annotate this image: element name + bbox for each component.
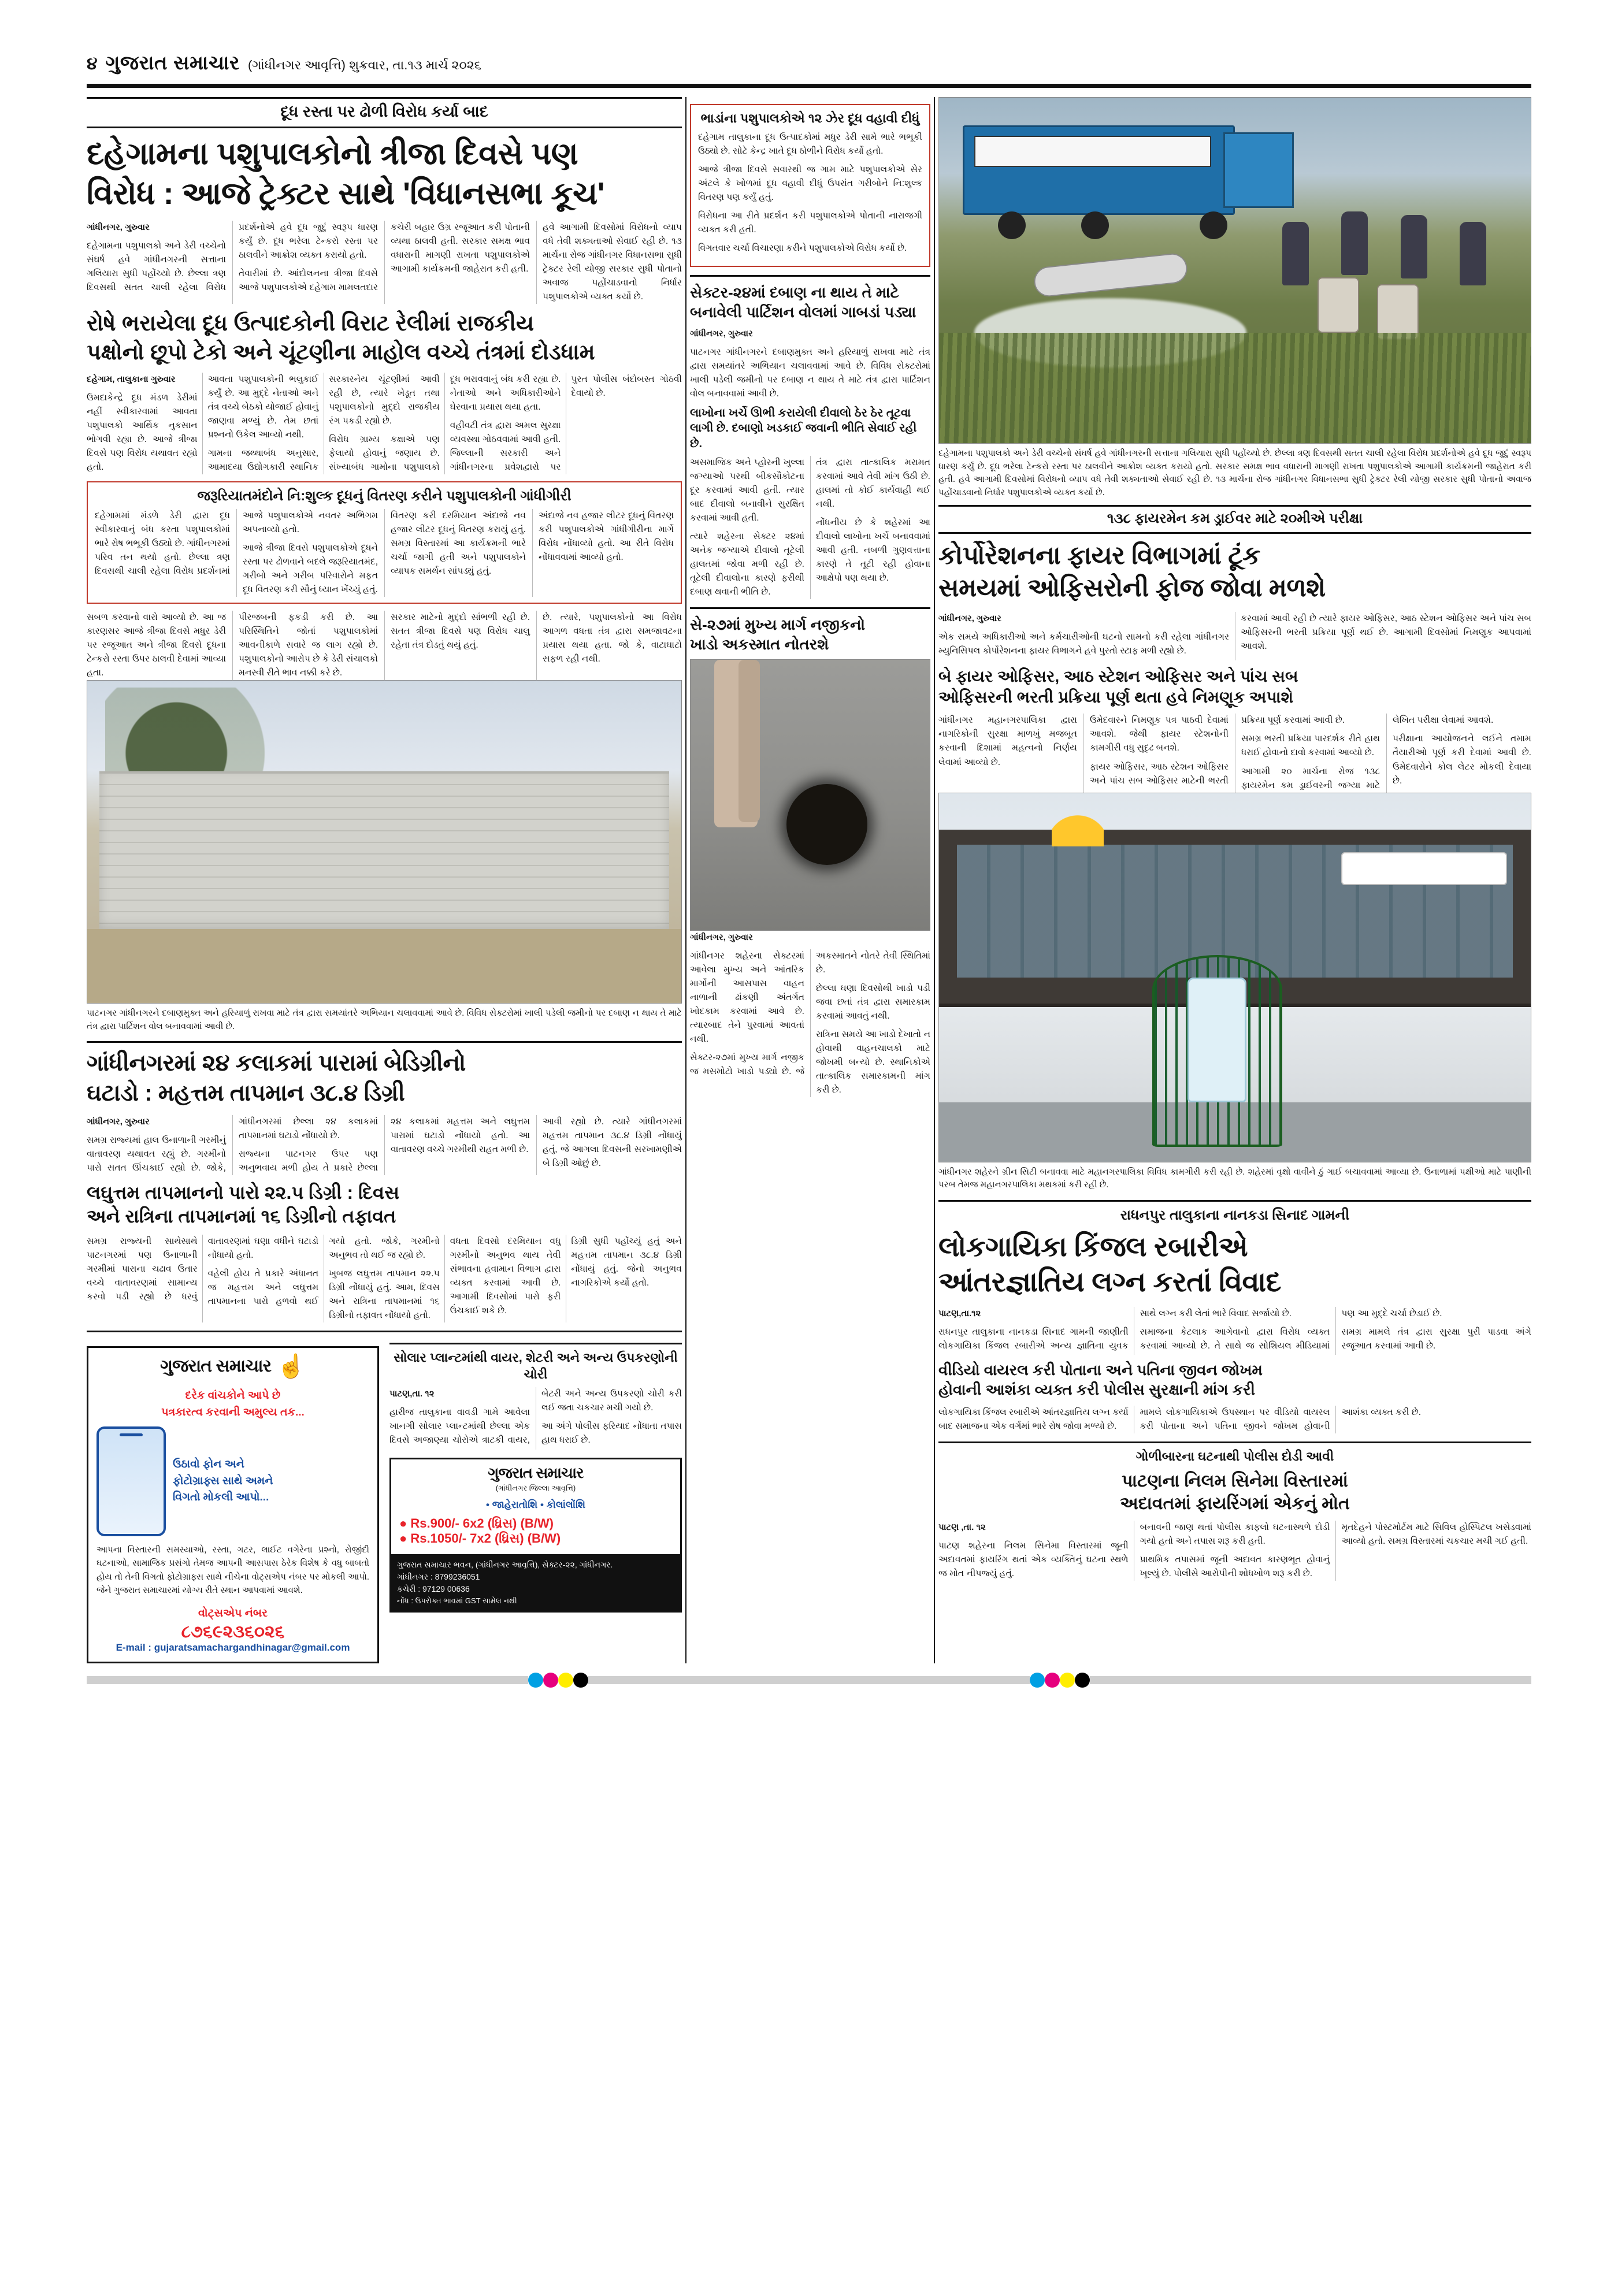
firing-body xyxy=(938,1521,1531,1581)
strip-bar-right xyxy=(1090,1676,1531,1684)
wall-panels xyxy=(99,771,670,932)
smartphone-icon xyxy=(97,1426,166,1536)
ad-blue-line-1: ઉઠાવો ફોન અને xyxy=(173,1458,244,1471)
pothole-headline-line2: ખાડો અકસ્માત નોતરશે xyxy=(690,636,829,653)
lead-sub-body xyxy=(87,373,682,474)
classified-ad-edition: (ગાંધીનગર જિલ્લા આવૃત્તિ) xyxy=(495,1484,576,1493)
solar-dateline: પાટણ,તા. ૧૨ xyxy=(389,1389,435,1399)
radhanpur-sub-para-0: લોકગાયિકા કિંજલ રબારીએ આંતરજ્ઞાતિય લગ્ન કર્યા બાદ સમાજના એક વર્ગમાં ભારે રોષ જોવા મળ્યો છે. xyxy=(938,1407,1129,1431)
store-sign-shape xyxy=(1341,852,1507,885)
radhanpur-kicker: રાધનપુર તાલુકાના નાનકડા સિનાદ ગામની xyxy=(1120,1207,1350,1223)
free-milk-para-3: અંદાજે નવ હજાર લીટર દૂધનું વિતરણ કરી પશુપાલકોએ ગાંધીગીરીના માર્ગે વિરોધ નોંધાવ્યો હતો. આ રીતે વિરોધ નોંધાવવામાં આવ્યો હતો. xyxy=(539,511,674,563)
article-milk-poured xyxy=(690,104,930,267)
divider xyxy=(938,1441,1531,1443)
photo-milk-tanker-protest xyxy=(938,97,1531,444)
fire-subheadline-line1: બે ફાયર ઓફિસર, આઠ સ્ટેશન ઓફિસર અને પાંચ સબ xyxy=(938,667,1298,685)
photo-partition-wall xyxy=(87,680,682,1004)
lead-para-0: દહેગામના પશુપાલકો અને ડેરી વચ્ચેનો સંઘર્ષ હવે ગાંધીનગરની સત્તાના ગલિયારા સુધી પહોંચ્યો છે. છેલ્લા ત્રણ દિવસથી સતત ચાલી રહેલા વિરોધ પ્રદર્શનોએ હવે દૂધ જુદું સ્વરૂપ ધારણ કર્યું છે. દૂધ ભરેલા ટેન્કરો રસ્તા પર ઠાલવીને આક્રોશ વ્યક્ત કરાયો હતો. xyxy=(87,222,378,293)
solar-headline: સોલાર પ્લાન્ટમાંથી વાયર, શેટરી અને અન્ય ઉપકરણોની ચોરી xyxy=(389,1343,682,1383)
sector24-para-4: તંત્ર દ્વારા તાત્કાલિક મરામત કરવામાં આવે તેવી માંગ ઉઠી છે. હાલમાં તો કોઈ કાર્યવાહી થઈ નથી. xyxy=(816,458,930,510)
truck-cab-shape xyxy=(1223,132,1294,209)
free-milk-para-2: વિતરણ કરી દરમિયાન અંદાજે નવ હજાર લીટર દૂધનું વિતરણ કરાયું હતું. સમગ્ર વિસ્તારમાં આ કાર્યક્રમની ભારે ચર્ચા જાગી હતી અને પશુપાલકોને વ્યાપક સમર્થન સાંપડ્યું હતું. xyxy=(391,511,526,577)
firing-headline xyxy=(938,1470,1531,1515)
ad-line-1: દરેક વાંચકોને આપે છે xyxy=(185,1390,281,1402)
firing-para-1: બનાવની જાણ થતાં પોલીસ કાફલો ઘટનાસ્થળે દોડી ગયો હતો અને તપાસ શરૂ કરી હતી. xyxy=(1140,1522,1330,1546)
temp-dateline: ગાંધીનગર, ગુરુવાર xyxy=(87,1116,150,1127)
sector24-para-5: નોંધનીય છે કે શહેરમાં આ દીવાલો લાખોના ખર્ચે બનાવવામાં આવી હતી. નબળી ગુણવત્તાના કારણે તે તૂટી રહી હોવાના આક્ષેપો પણ થયા છે. xyxy=(816,518,930,584)
ad-email-label: E-mail : xyxy=(116,1641,151,1653)
left-bottom-stack xyxy=(389,1338,682,1663)
divider xyxy=(87,1331,682,1332)
lead-sub-para-3: વિરોધ ગ્રામ્ય કક્ષાએ પણ ફેલાયો હોવાનું જણાય છે. સંખ્યાબંધ ગામોના પશુપાલકો દૂધ ભરાવવાનું બંધ કરી રહ્યા છે. નેતાઓ અને અધિકારીઓને ઘેરવાના પ્રયાસ થયા હતા. xyxy=(329,374,561,473)
lead-cont-para-3: છે. ત્યારે, પશુપાલકોનો આ વિરોધ આગળ વધતા તંત્ર દ્વારા સમજાવટના પ્રયાસ થયા હતા. જો કે, વાટાઘાટો સફળ રહી નથી. xyxy=(543,612,682,664)
pothole-headline xyxy=(690,615,930,655)
radhanpur-sub-body xyxy=(938,1406,1531,1433)
temp-body xyxy=(87,1115,682,1175)
lead-cont-para-2: સરકાર માટેનો મુદ્દો સાંભળી રહી છે. સતત ત્રીજા દિવસે પણ વિરોધ ચાલુ રહેતા તંત્ર દોડતું થયું હતું. xyxy=(391,612,530,651)
classified-address-line-2[interactable]: ગાંધીનગર : 8799236051 xyxy=(397,1571,480,1581)
fire-sub-para-1: ઉમેદવારને નિમણૂક પત્ર પાઠવી દેવામાં આવશે. જેથી ફાયર સ્ટેશનોની કામગીરી વધુ સુદૃઢ બનશે. xyxy=(1090,715,1229,753)
milk-poured-para-3: વિગતવાર ચર્ચા વિચારણા કરીને પશુપાલકોએ વિરોધ કર્યો છે. xyxy=(698,243,907,254)
ad-blue-line-3: વિગતો મોકલી આપો... xyxy=(173,1491,269,1504)
ad-email[interactable] xyxy=(97,1642,369,1654)
lead-subheadline xyxy=(87,310,682,367)
free-milk-title: જરૂરિયાતમંદોને નિ:શુલ્ક દૂધનું વિતરણ કરીને પશુપાલકોની ગાંધીગીરી xyxy=(197,488,572,504)
sector24-para-0: પાટનગર ગાંધીનગરને દબાણમુક્ત અને હરિયાળું રાખવા માટે તંત્ર દ્વારા સમયાંતરે અભિયાન ચલાવવામાં આવે છે. વિવિધ સેક્ટરોમાં ખાલી પડેલી જમીનો પર દબાણ ન થાય તે માટે તંત્ર દ્વારા પાર્ટિશન વોલ બનાવવામાં આવી છે. xyxy=(690,347,930,399)
classified-address-block xyxy=(391,1554,680,1611)
strip-bar-mid xyxy=(588,1676,1030,1684)
firing-para-0: પાટણ શહેરના નિલમ સિનેમા વિસ્તારમાં જૂની અદાવતમાં ફાયરિંગ થતાં એક વ્યક્તિનું ઘટના સ્થળે જ મોત નીપજ્યું હતું. xyxy=(938,1540,1129,1578)
ad-description: આપના વિસ્તારની સમસ્યાઓ, રસ્તા, ગટર, લાઈટ વગેરેના પ્રશ્નો, રોજીંદી ઘટનાઓ, સામાજિક પ્રસંગો તેમજ આપની આસપાસ ઠેરેક વિશેષ કે વધુ બાબતો હોય તો તેની વિગતો ફોટોગ્રાફ્સ સાથે નીચેના વોટ્સએપ નંબર પર મોકલી આપો. જેને ગુજરાત સમાચારમાં યોગ્ય રીતે સ્થાન આપવામાં આવશે. xyxy=(97,1545,369,1595)
classified-price-2: ● Rs.1050/- 7x2 (ધ્રિસ) (B/W) xyxy=(399,1530,561,1545)
column-left xyxy=(87,97,682,1663)
lead-para-1: તેવારીમાં છે. આંદોલનના ત્રીજા દિવસે આજે પશુપાલકોએ દહેગામ મામલતદાર કચેરી બહાર ઉગ્ર રજૂઆત કરી પોતાની વ્યથા ઠાલવી હતી. સરકાર સમક્ષ ભાવ વધારાની માગણી રાખતા પશુપાલકોએ આગામી કાર્યક્રમની જાહેરાત કરી હતી. xyxy=(239,222,530,293)
divider xyxy=(690,607,930,609)
firing-kicker: ગોળીબારના ઘટનાથી પોલીસ દોડી આવી xyxy=(1135,1448,1334,1463)
ad-phone-block xyxy=(97,1426,369,1536)
fire-headline xyxy=(938,540,1531,605)
truck-wheel-1 xyxy=(998,211,1026,239)
ad-whatsapp-number[interactable]: ૮૭૬૯૨૩૬૦૨૬ xyxy=(181,1622,285,1641)
lead-dateline: ગાંધીનગર, ગુરુવાર xyxy=(87,222,150,233)
lead-headline xyxy=(87,134,682,214)
swatch-cyan-2 xyxy=(1030,1673,1045,1688)
temp-headline xyxy=(87,1049,682,1108)
swatch-magenta-2 xyxy=(1045,1673,1060,1688)
pothole-dateline: ગાંધીનગર, ગુરુવાર xyxy=(690,932,753,942)
radhanpur-headline-line1: લોકગાયિકા કિંજલ રબારીએ xyxy=(938,1231,1248,1262)
radhanpur-para-2: સમગ્ર મામલે તંત્ર દ્વારા સુરક્ષા પુરી પાડવા અંગે રજૂઆત કરવામાં આવી છે. xyxy=(1341,1327,1531,1351)
lead-sub-para-4: વહીવટી તંત્ર દ્વારા અમલ સુરક્ષા વ્યવસ્થા ગોઠવવામાં આવી હતી. જિલ્લાની સરકારી અને ગાંધીનગરના પ્રવેશદ્વારો પર પુરત પોલીસ બંદોબસ્ત ગોઠવી દેવાયો છે. xyxy=(450,374,682,473)
divider xyxy=(690,275,930,277)
column-separator-right xyxy=(934,97,935,1663)
page-number: ૪ xyxy=(87,54,98,73)
article-pothole xyxy=(690,615,930,1097)
column-right xyxy=(938,97,1531,1663)
ground-shape xyxy=(87,929,681,1003)
ad-classified-rates xyxy=(389,1458,682,1613)
pothole-shape xyxy=(786,784,868,865)
lead-subheadline-line1: રોષે ભરાયેલા દૂધ ઉત્પાદકોની વિરાટ રેલીમાં રાજકીય xyxy=(87,311,535,336)
pothole-para-2: છેલ્લા ઘણા દિવસોથી ખાડો પડી જવા છતાં તંત્ર દ્વારા સમારકામ કરવામાં આવતું નથી. xyxy=(816,983,930,1021)
color-registration-strip xyxy=(87,1673,1531,1688)
firing-headline-line2: અદાવતમાં ફાયરિંગમાં એકનું મોત xyxy=(1120,1493,1350,1513)
radhanpur-headline-line2: આંતરજ્ઞાતિય લગ્ન કરતાં વિવાદ xyxy=(938,1266,1281,1298)
firing-dateline: પાટણ ,તા. ૧૨ xyxy=(938,1522,986,1532)
swatch-yellow-2 xyxy=(1060,1673,1075,1688)
edition-date: (ગાંધીનગર આવૃત્તિ) શુક્રવાર, તા.૧૩ માર્ચ ૨૦૨૬ xyxy=(247,58,481,72)
ad-whatsapp-label: વોટ્સએપ નંબર xyxy=(198,1607,268,1620)
milk-poured-para-1: આજે ત્રીજા દિવસે સવારથી જ ગામ માટે પશુપાલકોએ સેર અંટલે કે ખોળમાં દૂધ વહાવી દીધું ઉપરાંત ગરીબોને નિ:શુલ્ક વિતરણ પણ કર્યું હતું. xyxy=(698,165,922,203)
fire-sub-para-2: ફાયર ઓફિસર, આઠ સ્ટેશન ઓફિસર અને પાંચ સબ ઓફિસર માટેની ભરતી પ્રક્રિયા પૂર્ણ કરવામાં આવી છે. xyxy=(1090,715,1345,786)
fire-sub-body xyxy=(938,714,1531,792)
sector24-headline-line1: સેક્ટર-૨૪માં દબાણ ના થાય તે માટે xyxy=(690,284,899,302)
person-shape-1 xyxy=(1282,222,1309,285)
ad-line-2: પત્રકારત્વ કરવાની અમુલ્ય તક... xyxy=(161,1406,305,1418)
radhanpur-para-1: સમાજના કેટલાક આગેવાનો દ્વારા વિરોધ વ્યક્ત કરવામાં આવ્યો છે. તે સાથે જ સોશિયલ મીડિયામાં પણ આ મુદ્દે ચર્ચા છેડાઈ છે. xyxy=(1140,1309,1442,1351)
photo-bird-water-caption: ગાંધીનગર શહેરને ગ્રીન સિટી બનાવવા માટે મહાનગરપાલિકા વિવિધ કામગીરી કરી રહી છે. શહેરમાં વૃક્ષો વાવીને ઠું ગાઈ બચાવવામાં આવ્યા છે. ઉનાળામાં પક્ષીઓ માટે પાણીની પરબ તેમજ મહાનગરપાલિકા મથકમાં કરી રહી છે. xyxy=(938,1166,1531,1190)
milk-pipe-shape xyxy=(1033,252,1189,298)
temp-headline-line2: ઘટાડો : મહત્તમ તાપમાન ૩૮.૪ ડિગ્રી xyxy=(87,1080,405,1106)
classified-ad-logo xyxy=(391,1459,680,1495)
classified-address-line-3[interactable]: કચેરી : 97129 00636 xyxy=(397,1584,470,1593)
ad-blue-line-2: ફોટોગ્રાફ્સ સાથે અમને xyxy=(173,1474,273,1487)
free-milk-para-1: આજે ત્રીજા દિવસે પશુપાલકોએ દૂધને રસ્તા પર ઢોળવાને બદલે જરૂરિયાતમંદ, ગરીબો અને ગરીબ પરિવારોને મફત દૂધ વિતરણ કરી સૌનું ધ્યાન ખેંચ્યું હતું. xyxy=(243,543,378,595)
radhanpur-sub-para-1: મામલે લોકગાયિકાએ ઉપસ્થાન પર વીડિયો વાયરલ કરી પોતાના અને પતિના જીવને જોખમ હોવાની આશંકા વ્યક્ત કરી છે. xyxy=(1140,1407,1422,1431)
masthead xyxy=(87,52,1531,80)
fire-sub-para-4: આગામી ૨૦ માર્ચના રોજ ૧૩૮ ફાયરમેન કમ ડ્રાઈવરની જગ્યા માટે લેખિત પરીક્ષા લેવામાં આવશે. xyxy=(1241,715,1494,790)
pothole-para-3: રાત્રિના સમયે આ ખાડો દેખાતો ન હોવાથી વાહનચાલકો માટે જોખમી બન્યો છે. સ્થાનિકોએ તાત્કાલિક સમારકામની માંગ કરી છે. xyxy=(816,1029,930,1095)
divider xyxy=(87,1041,682,1043)
radhanpur-subheadline-line1: વીડિયો વાયરલ કરી પોતાના અને પતિના જીવન જોખમ xyxy=(938,1361,1263,1379)
photo-milk-tanker-caption: દહેગામના પશુપાલકો અને ડેરી વચ્ચેનો સંઘર્ષ હવે ગાંધીનગરની સત્તાના ગલિયારા સુધી પહોંચ્યો છે. છેલ્લા ત્રણ દિવસથી સતત ચાલી રહેલા વિરોધ પ્રદર્શનોએ હવે દૂધ જુદું સ્વરૂપ ધારણ કર્યું છે. દૂધ ભરેલા ટેન્કરો રસ્તા પર ઠાલવીને આક્રોશ વ્યક્ત કરાયો હતો. સરકાર સમક્ષ ભાવ વધારાની માગણી રાખતા પશુપાલકોએ આગામી કાર્યક્રમની જાહેરાત કરી હતી. હવે આગામી દિવસોમાં વિરોધનો વ્યાપ વધે તેવી શક્યતાઓ સેવાઈ રહી છે. ૧૩ માર્ચના રોજ ગાંધીનગર વિધાનસભા સુધી ટ્રેક્ટર રેલી યોજી સરકાર સુધી પોતાનો અવાજ પહોંચાડવાનો નિર્ધાર પશુપાલકોએ વ્યક્ત કર્યો છે. xyxy=(938,448,1531,497)
fire-para-1: કરવામાં આવી રહી છે ત્યારે ફાયર ઓફિસર, આઠ સ્ટેશન ઓફિસર અને પાંચ સબ ઓફિસરની ભરતી પ્રક્રિયા પૂર્ણ થઈ છે. આગામી દિવસોમાં નિમણૂક આપવામાં આવશે. xyxy=(1241,613,1531,651)
temp-sub-para-0: સમગ્ર રાજ્યની સાથેસાથે પાટનગરમાં પણ ઉનાળાની ગરમીમાં પારાના ચઢાવ ઉતાર વચ્ચે વાતાવરણમાં સામાન્ય કરવો પડી રહ્યો છે ધરવું વાતાવરણમાં ઘણા વધીને ઘટાડો નોંધાયો હતો. xyxy=(87,1236,319,1302)
sector24-headline-line2: બનાવેલી પાર્ટિશન વોલમાં ગાબડાં પડ્યા xyxy=(690,303,916,321)
temp-headline-line1: ગાંધીનગરમાં ૨૪ કલાકમાં પારામાં બેડિગ્રીનો xyxy=(87,1050,466,1076)
pothole-para-1: સેક્ટર-૨૭માં મુખ્ય માર્ગ નજીક જ મસમોટો ખાડો પડ્યો છે. જે અકસ્માતને નોતરે તેવી સ્થિતિમાં છે. xyxy=(690,950,930,1076)
column-middle xyxy=(690,97,930,1663)
milk-drum-shape-2 xyxy=(1377,284,1419,340)
lead-sub-para-1: આવતા પશુપાલકોની ભલુકાઈ કર્યું છે. આ મુદ્દે નેતાઓ અને તંત્ર વચ્ચે બેઠકો યોજાઈ હોવાનું જાણવા મળ્યું છે. તેમ છતાં પ્રશ્નનો ઉકેલ આવ્યો નથી. xyxy=(207,374,319,440)
lead-sub-dateline: દહેગામ, તાલુકાના ગુરુવાર xyxy=(87,374,176,385)
ad-brand: ગુજરાત સમાચાર xyxy=(160,1356,272,1376)
strip-bar-left xyxy=(87,1676,528,1684)
grass-shape xyxy=(939,333,1531,443)
lead-cont-para-0: સબળ કરવાનો વારો આવ્યો છે. આ જ કારણસર આજે ત્રીજા દિવસે મધુર ડેરી પર રજૂઆત અને ત્રીજા દિવસે દૂધના ટેન્કરો રસ્તા ઉપર ઠાલવી દેવામાં આવ્યા હતા. xyxy=(87,612,226,678)
radhanpur-dateline: પાટણ,તા.૧૨ xyxy=(938,1309,981,1319)
photo-pothole xyxy=(690,659,930,931)
fire-dateline: ગાંધીનગર, ગુરુવાર xyxy=(938,613,1001,623)
temp-para-1: રાજ્યના પાટનગર ઉપર પણ અનુભવાય મળી હોય તે પ્રકારે છેલ્લા ૨૪ કલાકમાં મહત્તમ અને લઘુત્તમ પારામાં ઘટાડો નોંધાયો હતો. આ વાતાવરણ વચ્ચે ગરમીથી રાહત મળી છે. xyxy=(239,1116,530,1173)
radhanpur-subheadline xyxy=(938,1361,1531,1400)
lead-sub-para-2: ગામના જથ્થાબંધ અનુસાર, આમાદયા ઉદ્યોગકારી સ્થાનિક સરકારનેય ચૂંટણીમાં આવી રહી છે, ત્યારે ખેડૂત તથા પશુપાલકોનો મુદ્દો રાજકીય રંગ પકડી રહ્યો છે. xyxy=(207,374,440,473)
radhanpur-body xyxy=(938,1307,1531,1355)
fire-headline-line2: સમયમાં ઓફિસરોની ફોજ જોવા મળશે xyxy=(938,574,1326,603)
swatch-black xyxy=(573,1673,588,1688)
pothole-headline-line1: સે-૨૭માં મુખ્ય માર્ગ નજીકનો xyxy=(690,616,866,634)
water-bottle-shape xyxy=(1187,978,1246,1103)
classified-ad-tagline: • જાહેરાતોશિ • કોલાંલોંશિ xyxy=(486,1499,585,1511)
classified-address-line-1: ગુજરાત સમાચાર ભવન, (ગાંધીનગર આવૃત્તિ), સેક્ટર-૨૨, ગાંધીનગર. xyxy=(397,1559,613,1569)
temp-para-0: સમગ્ર રાજ્યમાં હાલ ઉનાળાની ગરમીનું વાતાવરણ યથાવત રહ્યું છે. ગરમીનો પારો સતત ઊંચકાઈ રહ્યો છે. જોકે, ગાંધીનગરમાં છેલ્લા ૨૪ કલાકમાં તાપમાનમાં ઘટાડો નોંધાયો છે. xyxy=(87,1116,378,1173)
firing-para-3: મૃતદેહને પોસ્ટમોર્ટમ માટે સિવિલ હોસ્પિટલ ખસેડવામાં આવ્યો હતો. સમગ્ર વિસ્તારમાં ચકચાર મચી ગઈ હતી. xyxy=(1341,1522,1531,1546)
lead-continuation xyxy=(87,611,682,680)
column-separator-left xyxy=(685,97,686,1663)
fire-sub-para-5: પરીક્ષાના આયોજનને લઈને તમામ તૈયારીઓ પૂર્ણ કરી દેવામાં આવી છે. ઉમેદવારોને કોલ લેટર મોકલી દેવાયા છે. xyxy=(1393,734,1531,786)
sector24-para-2: અસમાજિક અને પ્હોરની ખુલ્લા જગ્યાઓ પરથી બીકસૌકોટના દૂર કરવામાં આવી હતી. ત્યાર બાદ દીવાલો બનાવીને સુરક્ષિત કરવામાં આવી હતી. xyxy=(690,458,804,523)
temp-subheadline xyxy=(87,1181,682,1229)
firing-headline-line1: પાટણના નિલમ સિનેમા વિસ્તારમાં xyxy=(1122,1471,1348,1491)
article-lead xyxy=(87,97,682,474)
lead-para-2: હવે આગામી દિવસોમાં વિરોધનો વ્યાપ વધે તેવી શક્યતાઓ સેવાઈ રહી છે. ૧૩ માર્ચના રોજ ગાંધીનગર વિધાનસભા સુધી ટ્રેક્ટર રેલી યોજી સરકાર સુધી પોતાનો અવાજ પહોંચાડવાનો નિર્ધાર પશુપાલકોએ વ્યક્ત કર્યો છે. xyxy=(543,222,682,302)
swatch-black-2 xyxy=(1075,1673,1090,1688)
article-free-milk-distribution xyxy=(87,481,682,604)
sector24-para-3: ત્યારે શહેરના સેક્ટર ૨૪માં અનેક જગ્યાએ દીવાલો તૂટેલી હાલતમાં જોવા મળી રહી છે. તૂટેલી દીવાલોના કારણે ફરીથી દબાણ થવાની ભીતિ છે. xyxy=(690,532,804,597)
photo-partition-wall-caption: પાટનગર ગાંધીનગરને દબાણમુક્ત અને હરિયાળું રાખવા માટે તંત્ર દ્વારા સમયાંતરે અભિયાન ચલાવવામાં આવે છે. વિવિધ સેક્ટરોમાં ખાલી પડેલી જમીનો પર દબાણ ન થાય તે માટે તંત્ર દ્વારા પાર્ટિશન વોલ બનાવવામાં આવી છે. xyxy=(87,1008,682,1031)
fire-subheadline xyxy=(938,666,1531,708)
lead-headline-line2: વિરોધ : આજે ટ્રેક્ટર સાથે 'વિધાનસભા કૂચ' xyxy=(87,176,604,211)
paper-title: ગુજરાત સમાચાર xyxy=(105,52,240,74)
classified-price-1: ● Rs.900/- 6x2 (ધ્રિસ) (B/W) xyxy=(399,1515,554,1530)
milk-poured-para-0: દહેગામ તાલુકાના દૂધ ઉત્પાદકોમાં મધુર ડેરી સામે ભારે ભભૂકી ઉઠ્યો છે. સોટે કેન્દ્ર ખાતે દૂધ ઠોળીને વિરોધ કર્યો હતો. xyxy=(698,132,922,157)
fire-sub-para-3: સમગ્ર ભરતી પ્રક્રિયા પારદર્શક રીતે હાથ ધરાઈ હોવાનો દાવો કરવામાં આવ્યો છે. xyxy=(1241,734,1380,758)
temp-sub-para-3: વધતા દિવસો દરમિયાન વધુ ગરમીનો અનુભવ થાય તેવી સંભાવના હવામાન વિભાગ દ્વારા વ્યક્ત કરવામાં આવી છે. આગામી દિવસોમાં પારો ફરી ઉંચકાઈ શકે છે. xyxy=(450,1236,561,1316)
sector24-body xyxy=(690,456,930,599)
milk-drum-shape-1 xyxy=(1318,277,1359,333)
swatch-yellow xyxy=(558,1673,573,1688)
free-milk-body xyxy=(95,509,674,597)
hand-pointer-icon: ☝ xyxy=(277,1354,306,1380)
temp-sub-para-1: વહેલી હોય તે પ્રકારે અંધાનત જ મહત્તમ અને લઘુત્તમ તાપમાનના પારો હળવો થઈ ગયો હતો. જોકે, ગરમીનો અનુભવ તો થઈ જ રહ્યો છે. xyxy=(207,1236,440,1307)
ad-logo xyxy=(88,1348,377,1382)
sector24-subheadline xyxy=(690,406,930,451)
lead-subheadline-line2: પક્ષોનો છૂપો ટેકો અને ચૂંટણીના માહોલ વચ્ચે તંત્રમાં દોડધામ xyxy=(87,340,595,365)
milk-poured-title: ભાડાંના પશુપાલકોએ ૧૨ ઝેર દૂધ વહાવી દીધું xyxy=(700,111,920,125)
fire-kicker: ૧૩૮ ફાયરમેન કમ ડ્રાઈવર માટે ૨૦મીએ પરીક્ષા xyxy=(938,505,1531,534)
temp-subheadline-line2: અને રાત્રિના તાપમાનમાં ૧૬ ડિગ્રીનો તફાવત xyxy=(87,1206,396,1227)
fire-para-0: એક સમયે અધિકારીઓ અને કર્મચારીઓની ઘટનો સામનો કરી રહેલા ગાંધીનગર મ્યુનિસિપલ કોર્પોરેશનના ફાયર વિભાગને હવે પુરતો સ્ટાફ મળી રહ્યો છે. xyxy=(938,631,1229,656)
divider xyxy=(938,1200,1531,1202)
solar-para-0: હારીજ તાલુકાના વાવડી ગામે આવેલા ખાનગી સોલાર પ્લાન્ટમાંથી છેલ્લા એક દિવસે અજાણ્યા ચોરોએ ત્રાટકી વાયર, બેટરી અને અન્ય ઉપકરણો ચોરી કરી લઈ જતા ચકચાર મચી ગયો છે. xyxy=(389,1389,682,1446)
person-legs-shape-2 xyxy=(739,660,760,822)
ad-body xyxy=(88,1382,377,1662)
article-temperature xyxy=(87,1049,682,1322)
temp-subheadline-line1: લઘુત્તમ તાપમાનનો પારો ૨૨.૫ ડિગ્રી : દિવસ xyxy=(87,1182,399,1203)
lead-body xyxy=(87,221,682,304)
lead-headline-line1: દહેગામના પશુપાલકોનો ત્રીજા દિવસે પણ xyxy=(87,136,578,171)
swatch-magenta xyxy=(543,1673,558,1688)
fire-headline-line1: કોર્પોરેશનના ફાયર વિભાગમાં ટૂંક xyxy=(938,541,1260,570)
milk-poured-para-2: વિરોધના આ રીતે પ્રદર્શન કરી પશુપાલકોએ પોતાની નારાજગી વ્યક્ત કરી હતી. xyxy=(698,211,922,235)
lead-sub-para-0: ઉમદાકેન્દ્રે દૂધ મંડળ ડેરીમાં નહીં સ્વીકારવામાં આવતા પશુપાલકો આર્થિક નુકસાન ભોગવી રહ્યા છે. આજે ત્રીજા દિવસે પણ વિરોધ યથાવત રહ્યો હતો. xyxy=(87,393,198,473)
article-sector24-wall xyxy=(690,283,930,599)
firing-para-2: પ્રાથમિક તપાસમાં જૂની અદાવત કારણભૂત હોવાનું ખૂલ્યું છે. પોલીસે આરોપીની શોધખોળ શરૂ કરી છે. xyxy=(1140,1554,1330,1578)
person-shape-2 xyxy=(1341,211,1368,275)
radhanpur-headline xyxy=(938,1229,1531,1301)
masthead-rule xyxy=(87,84,1531,88)
temp-sub-para-2: ખુબજ લઘુત્તમ તાપમાન ૨૨.૫ ડિગ્રી નોંધાયું હતું. આમ, દિવસ અને રાત્રિના તાપમાનમાં ૧૬ ડિગ્રીનો તફાવત નોંધાયો હતો. xyxy=(329,1269,440,1321)
classified-ad-brand: ગુજરાત સમાચાર xyxy=(488,1464,584,1482)
temp-sub-body xyxy=(87,1235,682,1322)
photo-bird-water-station xyxy=(938,793,1531,1162)
fire-sub-para-0: ગાંધીનગર મહાનગરપાલિકા દ્વારા નાગરિકોની સુરક્ષા માળખું મજબૂત કરવાની દિશામાં મહત્વનો નિર્ણય લેવામાં આવ્યો છે. xyxy=(938,715,1077,767)
ad-citizen-journalism xyxy=(87,1346,379,1663)
lead-cont-para-1: પીરજબની ફકડી કરી છે. આ પરિસ્થિતિને જોતાં પશુપાલકોમાં આવનીકાળે સવારે જ લાગ રહ્યો છે. પશુપાલકોનો આરોપ છે કે ડેરી સંચાલકો મનસ્વી રીતે ભાવ નક્કી કરે છે. xyxy=(239,612,378,678)
truck-wheel-2 xyxy=(1081,211,1109,239)
radhanpur-subheadline-line2: હોવાની આશંકા વ્યક્ત કરી પોલીસ સુરક્ષાની માંગ કરી xyxy=(938,1380,1255,1398)
left-bottom-row xyxy=(87,1338,682,1663)
solar-body xyxy=(389,1387,682,1450)
sector24-headline xyxy=(690,283,930,322)
person-shape-3 xyxy=(1401,215,1427,278)
radhanpur-para-0: રાધનપુર તાલુકાના નાનકડા સિનાદ ગામની જાણીતી લોકગાયિકા કિંજલ રબારીએ અન્ય જ્ઞાતિના યુવક સાથે લગ્ન કરી લેતાં ભારે વિવાદ સર્જાયો છે. xyxy=(938,1309,1292,1351)
swatch-cyan xyxy=(528,1673,543,1688)
temp-para-2: આવી રહ્યો છે. ત્યારે ગાંધીનગરમાં મહત્તમ તાપમાન ૩૮.૪ ડિગ્રી નોંધાયું હતું, જે આગલા દિવસની સરખામણીએ બે ડિગ્રી ઓછું છે. xyxy=(543,1116,682,1168)
classified-note: નોંધ : ઉપરોક્ત ભાવમાં GST સામેલ નથી xyxy=(397,1596,517,1605)
free-milk-para-0: દહેગામમાં મંડળે ડેરી દ્વારા દૂધ સ્વીકારવાનું બંધ કરતા પશુપાલકોમાં ભારે રોષ ભભૂકી ઉઠ્યો છે. ગાંધીનગરમાં પરિવ તન થયો હતો. છેલ્લા ત્રણ દિવસથી ચાલી રહેલા વિરોધ પ્રદર્શનમાં આજે પશુપાલકોએ નવતર અભિગમ અપનાવ્યો હતો. xyxy=(95,511,378,577)
pothole-body xyxy=(690,949,930,1097)
golden-arches-icon xyxy=(1052,800,1104,846)
person-shape-4 xyxy=(1460,222,1486,285)
lead-kicker: દૂધ રસ્તા પર ઢોળી વિરોધ કર્યા બાદ xyxy=(87,97,682,128)
fire-subheadline-line2: ઓફિસરની ભરતી પ્રક્રિયા પૂર્ણ થતા હવે નિમણૂક અપાશે xyxy=(938,688,1294,707)
pothole-para-0: ગાંધીનગર શહેરના સેક્ટરમાં આવેલા મુખ્ય અને આંતરિક માર્ગોની આસપાસ વાહન નાળાની ઢાંકણી અંતર્ગત ખોદકામ કરવામાં આવે છે. ત્યારબાદ તેને પુરવામાં આવતાં નથી. xyxy=(690,950,804,1044)
fire-body xyxy=(938,612,1531,660)
temp-sub-para-4: ડિગ્રી સુધી પહોંચ્યું હતું અને મહત્તમ તાપમાન ૩૮.૪ ડિગ્રી નોંધાયું હતું. જેનો અનુભવ નાગરિકોએ કર્યો હતો. xyxy=(571,1236,682,1288)
content-grid xyxy=(87,97,1531,1663)
truck-banner-shape xyxy=(974,136,1211,167)
ad-email-value: gujaratsamachargandhinagar@gmail.com xyxy=(154,1641,350,1653)
truck-wheel-3 xyxy=(1200,211,1227,239)
sector24-dateline: ગાંધીનગર, ગુરુવાર xyxy=(690,328,753,339)
sector24-sub-line: લાખોના ખર્ચે ઊભી કરાયેલી દીવાલો ઠેર ઠેર તૂટવા લાગી છે. દબાણો ખડકાઈ જવાની ભીતિ સેવાઈ રહી છે. xyxy=(690,406,917,450)
solar-para-1: આ અંગે પોલીસ ફરિયાદ નોંધાતા તપાસ હાથ ધરાઈ છે. xyxy=(541,1421,682,1446)
